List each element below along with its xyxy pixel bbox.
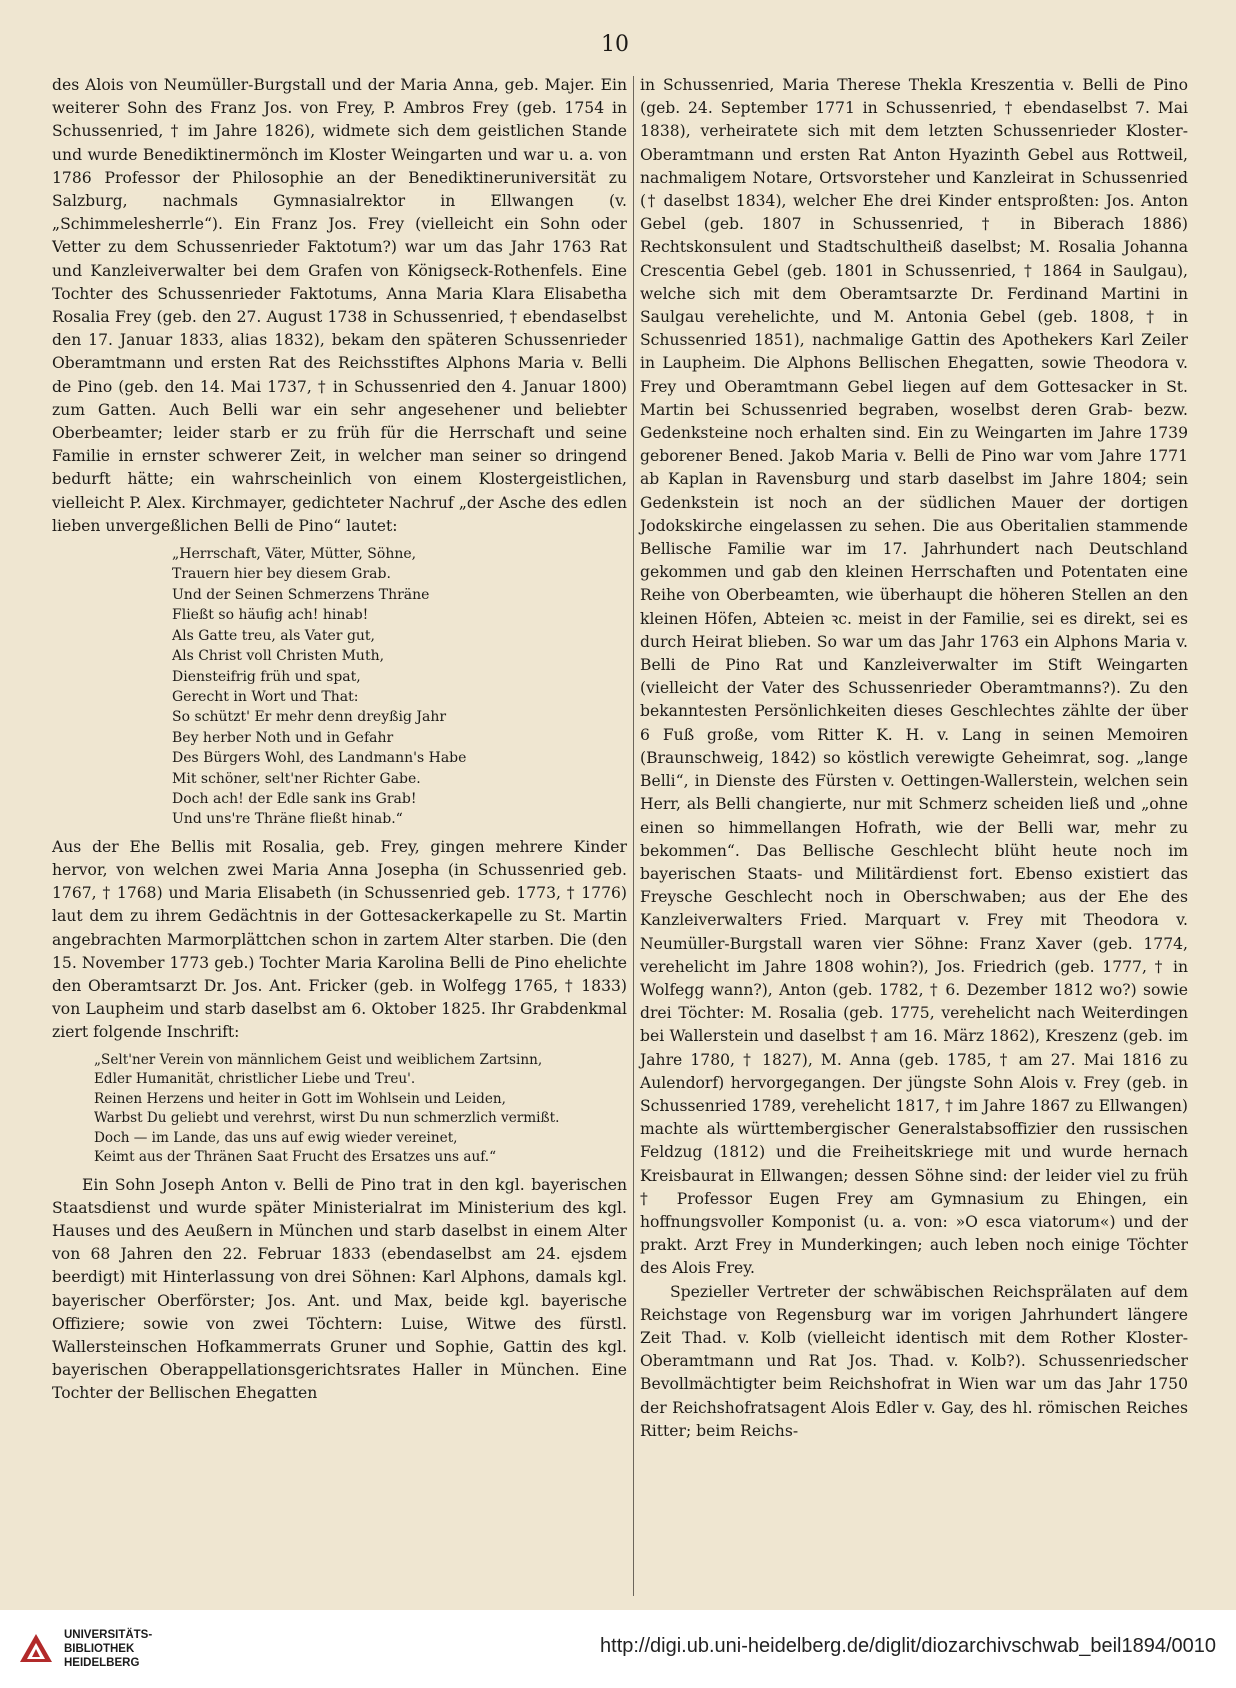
left-paragraph-3: Ein Sohn Joseph Anton v. Belli de Pino trat in den kgl. bayerischen Staatsdienst und wurde später Ministerialrat im Ministerium des kgl. Hauses und des Aeußern in München und starb daselbst in einem Alter von 68 Jahren den 22. Februar 1833 (ebendaselbst am 24. ejsdem beerdigt) mit Hinterlassung von drei Söhnen: Karl Alphons, damals kgl. bayerischer Oberförster; Jos. Ant. und Max, beide kgl. bayerische Offiziere; sowie von zwei Töchtern: Luise, Witwe des fürstl. Wallersteinschen Hofkammerrats Gruner und Sophie, Gattin des kgl. bayerischen Oberappellationsgerichtsrates Haller in München. Eine Tochter der Bellischen Ehegatten: [52, 1175, 627, 1403]
inscription-line: Keimt aus der Thränen Saat Frucht des Ersatzes uns auf.“: [94, 1149, 497, 1166]
poem-line: Bey herber Noth und in Gefahr: [172, 729, 394, 746]
poem-line: Fließt so häufig ach! hinab!: [172, 607, 369, 624]
source-url-link[interactable]: http://digi.ub.uni-heidelberg.de/diglit/diozarchivschwab_beil1894/0010: [600, 1635, 1216, 1657]
library-name: [64, 1628, 152, 1670]
inscription-line: Edler Humanität, christlicher Liebe und Treu'.: [94, 1071, 416, 1088]
left-paragraph-2: Aus der Ehe Bellis mit Rosalia, geb. Frey, gingen mehrere Kinder hervor, von welchen zwei Maria Anna Josepha (in Schussenried geb. 1767, † 1768) und Maria Elisabeth (in Schussenried geb. 1773, † 1776) laut dem zu ihrem Gedächtnis in der Gottesackerkapelle zu St. Martin angebrachten Marmorplättchen schon in zartem Alter starben. Die (den 15. November 1773 geb.) Tochter Maria Karolina Belli de Pino ehelichte den Oberamtsarzt Dr. Jos. Ant. Fricker (geb. in Wolfegg 1765, † 1833) von Laupheim und starb daselbst am 6. Oktober 1825. Ihr Grabdenkmal ziert folgende Inschrift:: [52, 837, 627, 1042]
poem-line: Als Christ voll Christen Muth,: [172, 648, 385, 665]
poem: [172, 544, 627, 830]
poem-line: Als Gatte treu, als Vater gut,: [172, 627, 375, 644]
inscription-line: Reinen Herzens und heiter in Gott im Wohlsein und Leiden,: [94, 1090, 506, 1107]
grave-inscription: [94, 1051, 627, 1168]
left-paragraph-1: des Alois von Neumüller-Burgstall und der Maria Anna, geb. Majer. Ein weiterer Sohn des Franz Jos. von Frey, P. Ambros Frey (geb. 1754 in Schussenried, † im Jahre 1826), widmete sich dem geistlichen Stande und wurde Benediktinermönch im Kloster Weingarten und war u. a. von 1786 Professor der Philosophie an der Benediktineruniversität zu Salzburg, nachmals Gymnasialrektor in Ellwangen (v. „Schimmelesherrle“). Ein Franz Jos. Frey (vielleicht ein Sohn oder Vetter zu dem Schussenrieder Faktotum?) war um das Jahr 1763 Rat und Kanzleiverwalter bei dem Grafen von Königseck-Rothenfels. Eine Tochter des Schussenrieder Faktotums, Anna Maria Klara Elisabetha Rosalia Frey (geb. den 27. August 1738 in Schussenried, † ebendaselbst den 17. Januar 1833, alias 1832), bekam den späteren Schussenrieder Oberamtmann und ersten Rat des Reichsstiftes Alphons Maria v. Belli de Pino (geb. den 14. Mai 1737, † in Schussenried den 4. Januar 1800) zum Gatten. Auch Belli war ein sehr angesehener und beliebter Oberbeamter; leider starb er zu früh für die Herrschaft und seine Familie in ernster schwerer Zeit, in welcher man seiner so dringend bedurft hätte; ein wahrscheinlich von einem Klostergeistlichen, vielleicht P. Alex. Kirchmayer, gedichteter Nachruf „der Asche des edlen lieben unvergeßlichen Belli de Pino“ lautet:: [52, 76, 627, 535]
poem-line: So schützt' Er mehr denn dreyßig Jahr: [172, 709, 447, 726]
right-paragraph-1: in Schussenried, Maria Therese Thekla Kreszentia v. Belli de Pino (geb. 24. September 1771 in Schussenried, † ebendaselbst 7. Mai 1838), verheiratete sich mit dem letzten Schussenrieder Kloster-Oberamtmann und ersten Rat Anton Hyazinth Gebel aus Rottweil, nachmaligem Notare, Ortsvorsteher und Kanzleirat in Schussenried († daselbst 1834), welcher Ehe drei Kinder entsproßten: Jos. Anton Gebel (geb. 1807 in Schussenried, † in Biberach 1886) Rechtskonsulent und Stadtschultheiß daselbst; M. Rosalia Johanna Crescentia Gebel (geb. 1801 in Schussenried, † 1864 in Saulgau), welche sich mit dem Oberamtsarzte Dr. Ferdinand Martini in Saulgau verehelichte, und M. Antonia Gebel (geb. 1808, † in Schussenried 1851), nachmalige Gattin des Apothekers Karl Zeiler in Laupheim. Die Alphons Bellischen Ehegatten, sowie Theodora v. Frey und Oberamtmann Gebel liegen auf dem Gottesacker in St. Martin bei Schussenried begraben, woselbst deren Grab- bezw. Gedenksteine noch erhalten sind. Ein zu Weingarten im Jahre 1739 geborener Bened. Jakob Maria v. Belli de Pino war vom Jahre 1771 ab Kaplan in Ravensburg und starb daselbst im Jahre 1804; sein Gedenkstein ist noch an der südlichen Mauer der dortigen Jodokskirche eingelassen zu sehen. Die aus Oberitalien stammende Bellische Familie war im 17. Jahrhundert nach Deutschland gekommen und gab den kleinen Herrschaften und Potentaten eine Reihe von Oberbeamten, wie überhaupt die höheren Stellen an den kleinen Höfen, Abteien ꝛc. meist in der Familie, sei es direkt, sei es durch Heirat blieben. So war um das Jahr 1763 ein Alphons Maria v. Belli de Pino Rat und Kanzleiverwalter im Stift Weingarten (vielleicht der Vater des Schussenrieder Oberamtmanns?). Zu den bekanntesten Persönlichkeiten dieses Geschlechtes zählte der über 6 Fuß große, vom Ritter K. H. v. Lang in seinen Memoiren (Braunschweig, 1842) so köstlich verewigte Geheimrat, sog. „lange Belli“, in Dienste des Fürsten v. Oettingen-Wallerstein, welchen sein Herr, als Belli changierte, nur mit Schmerz scheiden ließ und „ohne einen so himmellangen Hofrath, wie der Belli war, mehr zu bekommen“. Das Bellische Geschlecht blüht heute noch im bayerischen Staats- und Militärdienst fort. Ebenso existiert das Freysche Geschlecht noch in Oberschwaben; aus der Ehe des Kanzleiverwalters Fried. Marquart v. Frey mit Theodora v. Neumüller-Burgstall waren vier Söhne: Franz Xaver (geb. 1774, verehelicht im Jahre 1808 wohin?), Jos. Friedrich (geb. 1777, † in Wolfegg wann?), Anton (geb. 1782, † 6. Dezember 1812 wo?) sowie drei Töchter: M. Rosalia (geb. 1775, verehelicht nach Weiterdingen bei Wallerstein und daselbst † am 16. März 1862), Kreszenz (geb. im Jahre 1780, † 1827), M. Anna (geb. 1785, † am 27. Mai 1816 zu Aulendorf) hervorgegangen. Der jüngste Sohn Alois v. Frey (geb. in Schussenried 1789, verehelicht 1817, † im Jahre 1867 zu Ellwangen) machte als württembergischer Generalstabsoffizier den russischen Feldzug (1812) und die Freiheitskriege mit und wurde hernach Kreisbaurat in Ellwangen; dessen Söhne sind: der leider viel zu früh † Professor Eugen Frey am Gymnasium zu Ehingen, ein hoffnungsvoller Komponist (u. a. von: »O esca viatorum«) und der prakt. Arzt Frey in Munderkingen; auch leben noch einige Töchter des Alois Frey.: [640, 76, 1188, 1278]
poem-line: Und der Seinen Schmerzens Thräne: [172, 586, 430, 603]
poem-line: „Herrschaft, Väter, Mütter, Söhne,: [172, 546, 417, 563]
library-name-line: HEIDELBERG: [64, 1657, 140, 1669]
library-name-line: UNIVERSITÄTS-: [64, 1629, 153, 1641]
left-column: [52, 74, 627, 1406]
inscription-line: „Selt'ner Verein von männlichem Geist und weiblichem Zartsinn,: [94, 1051, 543, 1068]
inscription-line: Doch — im Lande, das uns auf ewig wieder vereinet,: [94, 1129, 458, 1146]
poem-line: Und uns're Thräne fließt hinab.“: [172, 811, 403, 828]
footer: [0, 1610, 1236, 1688]
page-number: 10: [601, 32, 629, 57]
poem-line: Des Bürgers Wohl, des Landmann's Habe: [172, 750, 467, 767]
right-column: [640, 74, 1188, 1443]
poem-line: Diensteifrig früh und spat,: [172, 668, 361, 685]
library-name-line: BIBLIOTHEK: [64, 1643, 135, 1655]
poem-line: Trauern hier bey diesem Grab.: [172, 566, 391, 583]
poem-line: Doch ach! der Edle sank ins Grab!: [172, 790, 417, 807]
poem-line: Gerecht in Wort und That:: [172, 688, 359, 705]
poem-line: Mit schöner, selt'ner Richter Gabe.: [172, 770, 421, 787]
right-paragraph-2: Spezieller Vertreter der schwäbischen Reichsprälaten auf dem Reichstage von Regensburg war im vorigen Jahrhundert längere Zeit Thad. v. Kolb (vielleicht identisch mit dem Rother Kloster-Oberamtmann und Rat Jos. Thad. v. Kolb?). Schussenriedscher Bevollmächtigter beim Reichshofrat in Wien war um das Jahr 1750 der Reichshofratsagent Alois Edler v. Gay, des hl. römischen Reiches Ritter; beim Reichs-: [640, 1282, 1188, 1440]
column-divider: [633, 76, 634, 1596]
library-logo-icon: [18, 1632, 54, 1668]
inscription-line: Warbst Du geliebt und verehrst, wirst Du nun schmerzlich vermißt.: [94, 1110, 560, 1127]
